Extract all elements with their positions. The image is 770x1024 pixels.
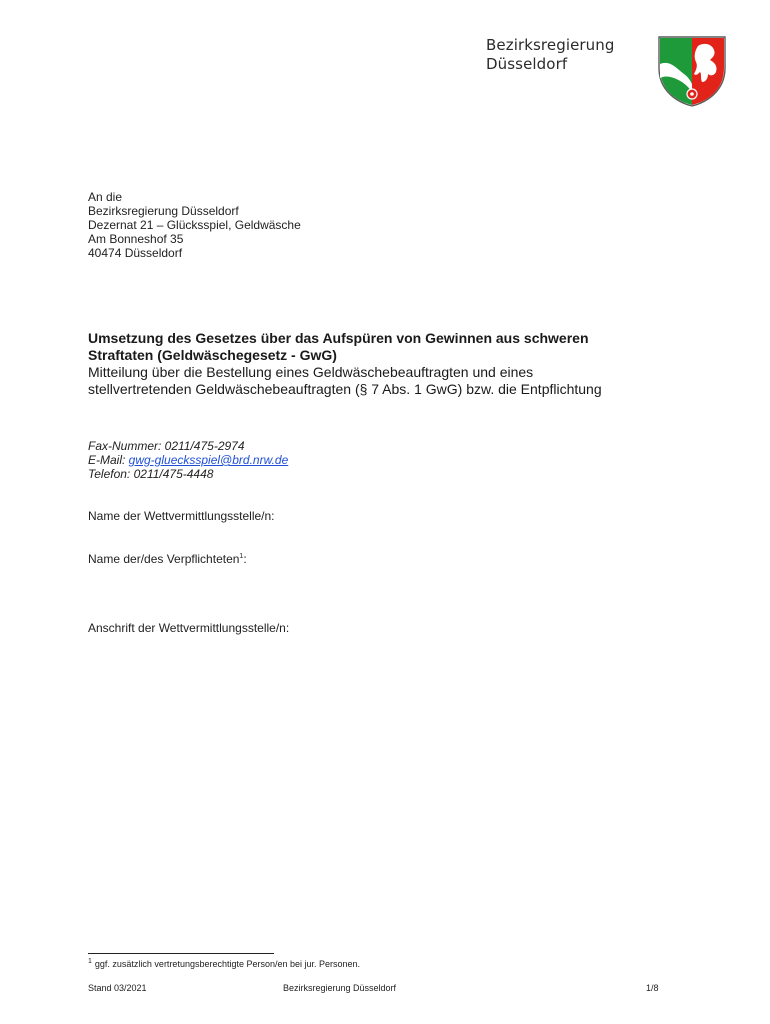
betting-office-address-label: Anschrift der Wettvermittlungsstelle/n: [88, 621, 290, 635]
email-line [88, 453, 288, 467]
footnote [88, 958, 360, 970]
footnote-number: 1 [88, 958, 92, 965]
address-line: Am Bonneshof 35 [88, 232, 184, 246]
authority-logo-text [486, 36, 615, 74]
footnote-text: ggf. zusätzlich vertretungsberechtigte Person/en bei jur. Personen. [94, 959, 361, 969]
footer-organization: Bezirksregierung Düsseldorf [283, 983, 397, 993]
betting-office-name-label: Name der Wettvermittlungsstelle/n: [88, 509, 275, 523]
contact-block [88, 439, 288, 481]
address-line: 40474 Düsseldorf [88, 246, 183, 260]
logo-line-2: Düsseldorf [486, 55, 568, 73]
subject-description-line: stellvertretenden Geldwäschebeauftragten (§ 7 Abs. 1 GwG) bzw. die Entpflichtung [88, 381, 602, 397]
footnote-reference: 1 [239, 553, 244, 560]
address-line: Bezirksregierung Düsseldorf [88, 204, 239, 218]
fax-number: Fax-Nummer: 0211/475-2974 [88, 439, 245, 453]
footer-page-number: 1/8 [646, 983, 659, 993]
footnote-divider [88, 953, 274, 954]
subject-description-line: Mitteilung über die Bestellung eines Geldwäschebeauftragten und eines [88, 364, 534, 380]
nrw-crest-icon [656, 34, 728, 108]
address-line: An die [88, 190, 123, 204]
obliged-label-suffix: : [243, 552, 247, 566]
obliged-person-name-label [88, 552, 247, 566]
document-subject [88, 330, 688, 398]
recipient-address [88, 190, 301, 260]
email-link[interactable]: gwg-gluecksspiel@brd.nrw.de [128, 453, 289, 467]
subject-title-line: Straftaten (Geldwäschegesetz - GwG) [88, 347, 337, 363]
email-label: E-Mail: [88, 453, 129, 467]
address-line: Dezernat 21 – Glücksspiel, Geldwäsche [88, 218, 301, 232]
logo-line-1: Bezirksregierung [486, 36, 615, 54]
footer-version: Stand 03/2021 [88, 983, 147, 993]
obliged-label-text: Name der/des Verpflichteten [88, 552, 240, 566]
subject-title-line: Umsetzung des Gesetzes über das Aufspüren von Gewinnen aus schweren [88, 330, 589, 346]
phone-number: Telefon: 0211/475-4448 [88, 467, 214, 481]
